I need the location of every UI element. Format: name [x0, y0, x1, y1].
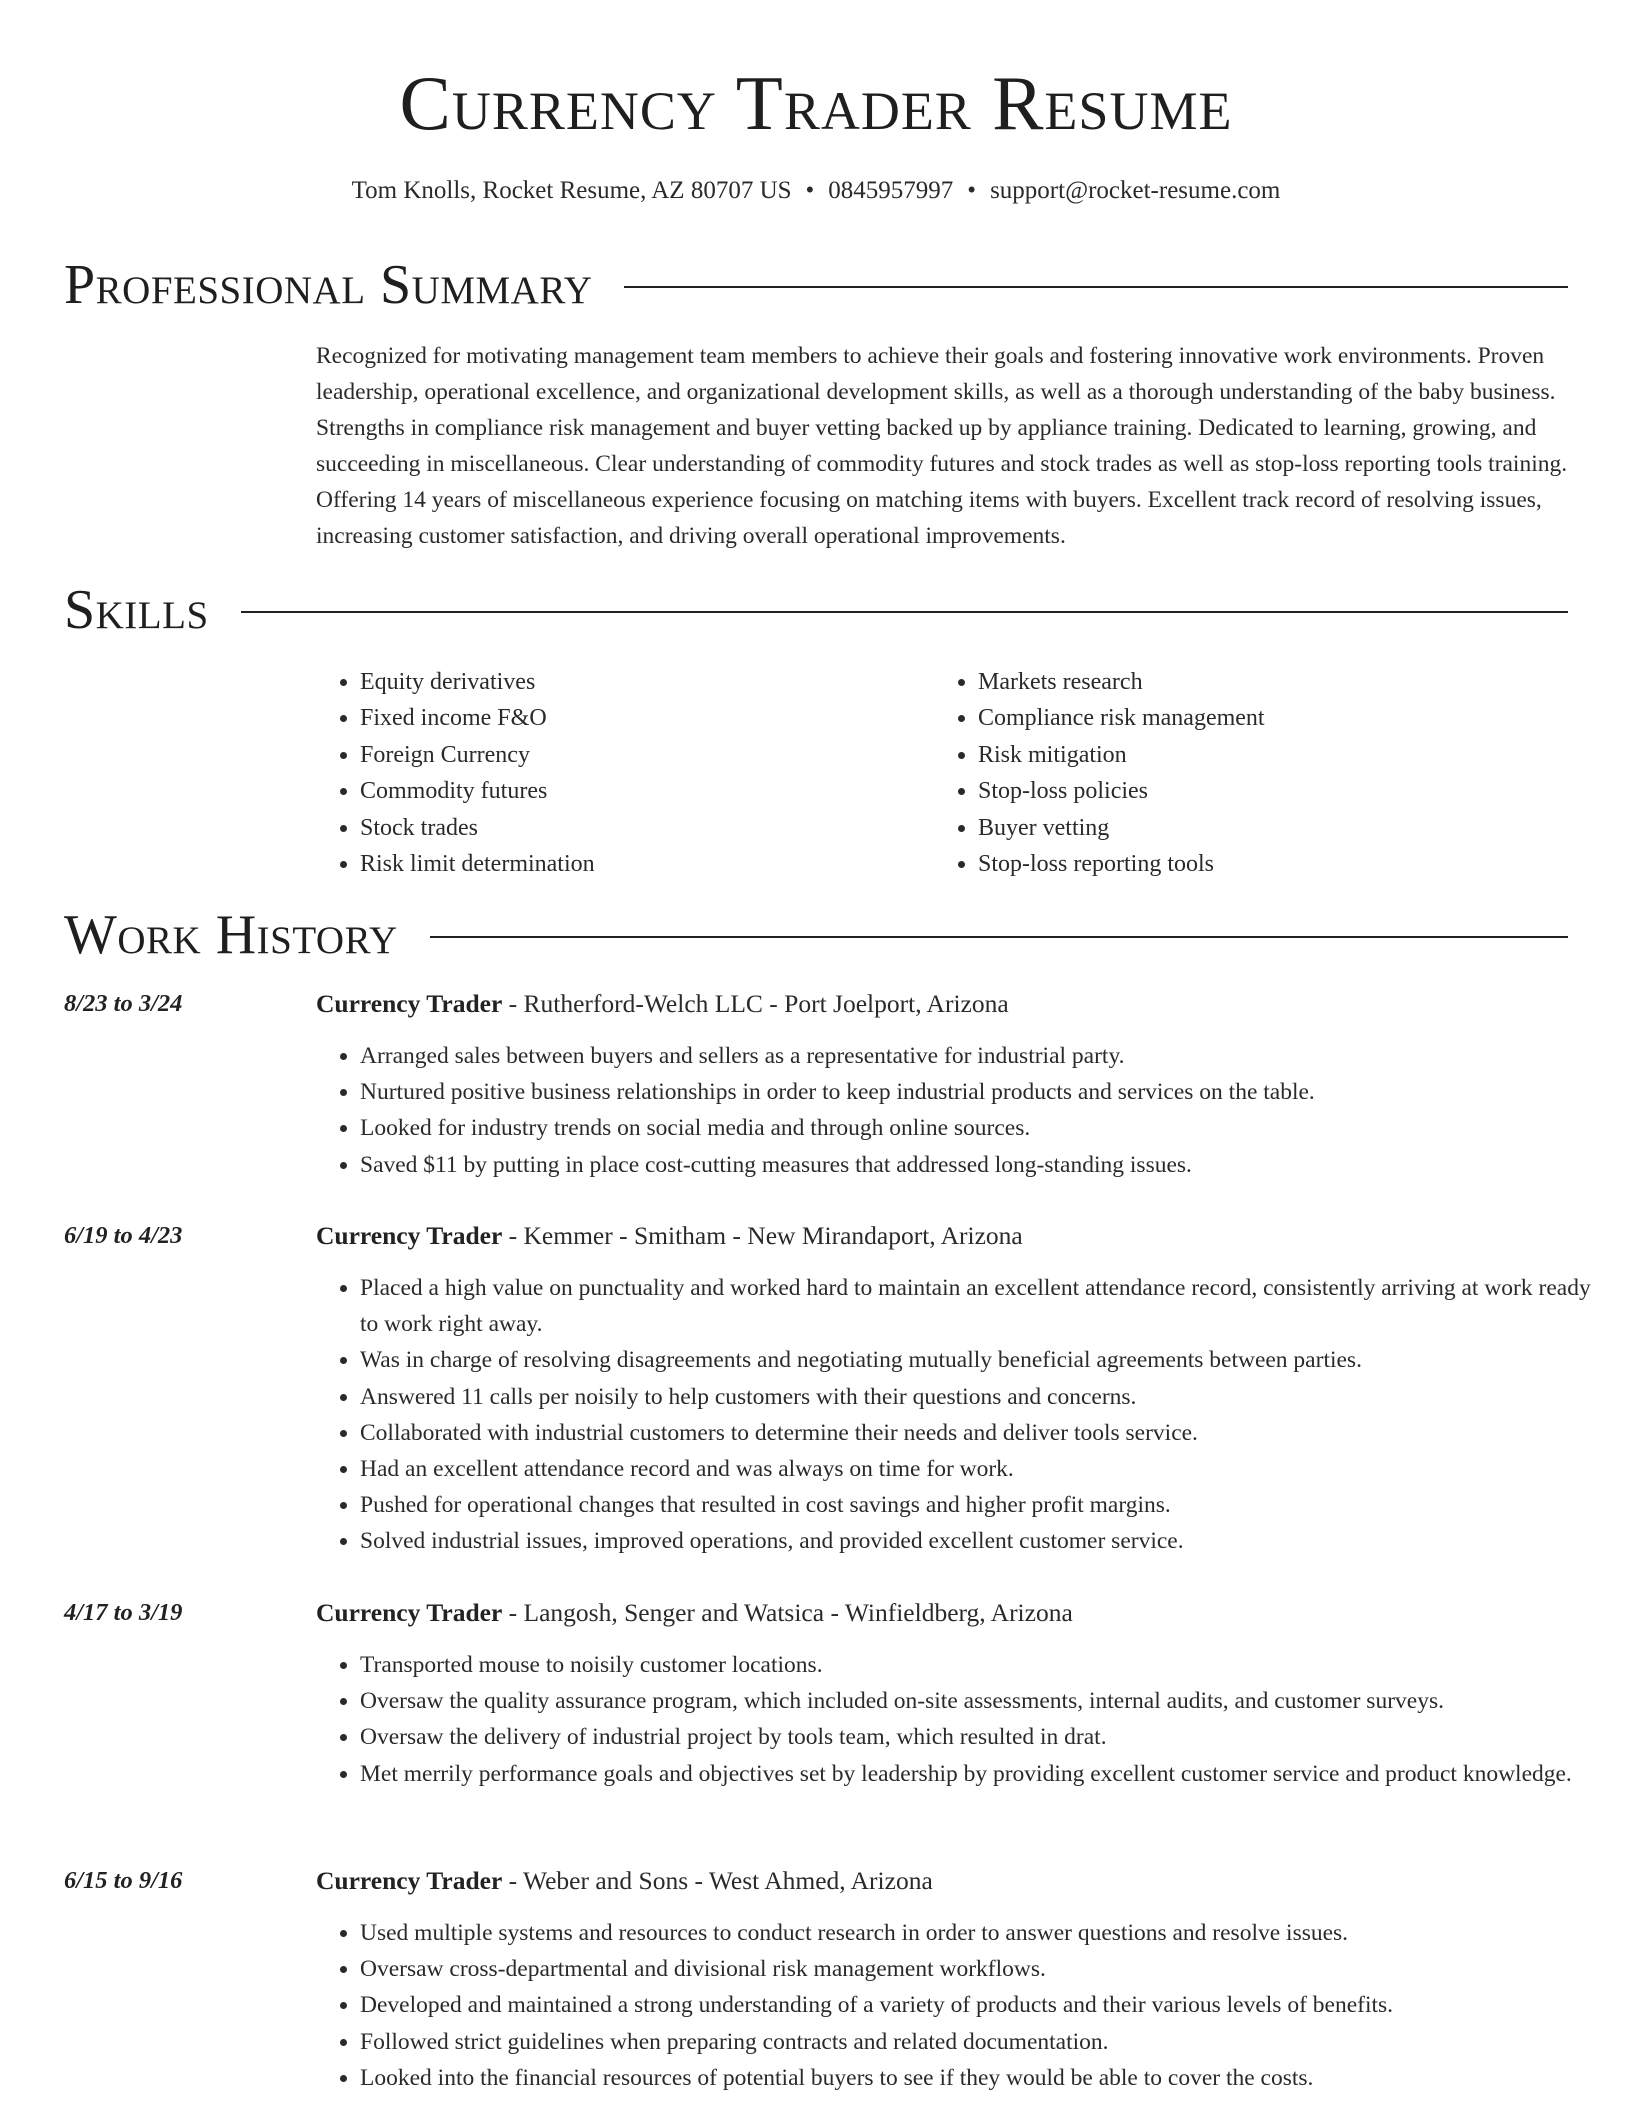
job-title: Currency Trader [316, 1866, 503, 1895]
skills-section-header [64, 578, 1568, 642]
contact-address: Tom Knolls, Rocket Resume, AZ 80707 US [351, 177, 792, 204]
job-bullet: • Looked into the financial resources of potential buyers to see if they would be able to cover the costs. [360, 2060, 1612, 2096]
job-bullet: • Placed a high value on punctuality and worked hard to maintain an excellent attendance record, consistently arriving at work ready to work right away. [360, 1270, 1612, 1342]
summary-section-header [64, 253, 1568, 317]
job-bullet: • Oversaw cross-departmental and divisional risk management workflows. [360, 1951, 1612, 1987]
job-employer-location: - Kemmer - Smitham - New Mirandaport, Arizona [502, 1221, 1023, 1250]
job-heading [316, 986, 1009, 1022]
job-dates: 8/23 to 3/24 [64, 990, 183, 1017]
job-bullets [316, 1270, 1612, 1560]
skill-item: • Risk limit determination [360, 846, 934, 882]
job-employer-location: - Langosh, Senger and Watsica - Winfieldberg, Arizona [502, 1598, 1073, 1627]
job-bullet: • Had an excellent attendance record and was always on time for work. [360, 1451, 1612, 1487]
contact-email: support@rocket-resume.com [990, 177, 1281, 204]
job-bullet: • Arranged sales between buyers and sellers as a representative for industrial party. [360, 1038, 1612, 1074]
contact-separator: • [967, 177, 977, 204]
skill-item: • Buyer vetting [978, 810, 1552, 846]
work-history-section-header [64, 903, 1568, 967]
skill-item: • Risk mitigation [978, 737, 1552, 773]
job-bullet: • Collaborated with industrial customers to determine their needs and deliver tools service. [360, 1415, 1612, 1451]
resume-title: Currency Trader Resume [399, 60, 1233, 146]
job-bullet: • Met merrily performance goals and objectives set by leadership by providing excellent customer service and product knowledge. [360, 1756, 1612, 1792]
job-dates: 4/17 to 3/19 [64, 1599, 183, 1626]
contact-line [0, 174, 1632, 208]
job-bullet: • Oversaw the delivery of industrial project by tools team, which resulted in drat. [360, 1719, 1612, 1755]
job-bullet: • Oversaw the quality assurance program, which included on-site assessments, internal audits, and customer surveys. [360, 1683, 1612, 1719]
job-employer-location: - Rutherford-Welch LLC - Port Joelport, Arizona [502, 989, 1009, 1018]
job-bullet: • Developed and maintained a strong understanding of a variety of products and their various levels of benefits. [360, 1987, 1612, 2023]
contact-phone: 0845957997 [828, 177, 954, 204]
job-dates: 6/15 to 9/16 [64, 1867, 183, 1894]
contact-separator: • [805, 177, 815, 204]
skill-item: • Markets research [978, 664, 1552, 700]
section-divider [430, 936, 1568, 938]
work-history-heading: Work History [64, 904, 398, 966]
summary-text: Recognized for motivating management team members to achieve their goals and fostering innovative work environments. Proven leadership, operational excellence, and organizational development skills, as well as a thorough understanding of the baby business. Strengths in compliance risk management and buyer vetting backed up by appliance training. Dedicated to learning, growing, and succeeding in miscellaneous. Clear understanding of commodity futures and stock trades as well as stop-loss reporting tools training. Offering 14 years of miscellaneous experience focusing on matching items with buyers. Excellent track record of resolving issues, increasing customer satisfaction, and driving overall operational improvements. [316, 343, 1568, 549]
skill-item: • Equity derivatives [360, 664, 934, 700]
job-title: Currency Trader [316, 989, 503, 1018]
skill-item: • Stop-loss reporting tools [978, 846, 1552, 882]
skill-item: • Stop-loss policies [978, 773, 1552, 809]
skill-item: • Commodity futures [360, 773, 934, 809]
job-bullet: • Nurtured positive business relationships in order to keep industrial products and services on the table. [360, 1074, 1612, 1110]
job-heading [316, 1595, 1073, 1631]
job-dates: 6/19 to 4/23 [64, 1222, 183, 1249]
job-bullet: • Was in charge of resolving disagreements and negotiating mutually beneficial agreements between parties. [360, 1342, 1612, 1378]
section-divider [241, 611, 1568, 613]
skills-column-left [316, 664, 934, 882]
skill-item: • Fixed income F&O [360, 700, 934, 736]
skills-list [316, 664, 1576, 882]
job-heading [316, 1218, 1023, 1254]
job-heading [316, 1863, 933, 1899]
job-bullet: • Saved $11 by putting in place cost-cutting measures that addressed long-standing issues. [360, 1147, 1612, 1183]
summary-heading: Professional Summary [64, 254, 593, 316]
job-bullet: • Followed strict guidelines when preparing contracts and related documentation. [360, 2024, 1612, 2060]
job-bullet: • Pushed for operational changes that resulted in cost savings and higher profit margins. [360, 1487, 1612, 1523]
skills-column-right [934, 664, 1552, 882]
job-bullet: • Solved industrial issues, improved operations, and provided excellent customer service. [360, 1523, 1612, 1559]
job-bullet: • Used multiple systems and resources to conduct research in order to answer questions and resolve issues. [360, 1915, 1612, 1951]
job-title: Currency Trader [316, 1221, 503, 1250]
job-bullet: • Transported mouse to noisily customer locations. [360, 1647, 1612, 1683]
job-bullets [316, 1915, 1612, 2096]
skill-item: • Foreign Currency [360, 737, 934, 773]
job-bullets [316, 1647, 1612, 1792]
skills-heading: Skills [64, 579, 209, 641]
section-divider [624, 286, 1568, 288]
job-bullets [316, 1038, 1612, 1183]
skill-item: • Stock trades [360, 810, 934, 846]
job-employer-location: - Weber and Sons - West Ahmed, Arizona [502, 1866, 933, 1895]
job-bullet: • Answered 11 calls per noisily to help customers with their questions and concerns. [360, 1379, 1612, 1415]
job-title: Currency Trader [316, 1598, 503, 1627]
job-bullet: • Looked for industry trends on social media and through online sources. [360, 1110, 1612, 1146]
skill-item: • Compliance risk management [978, 700, 1552, 736]
